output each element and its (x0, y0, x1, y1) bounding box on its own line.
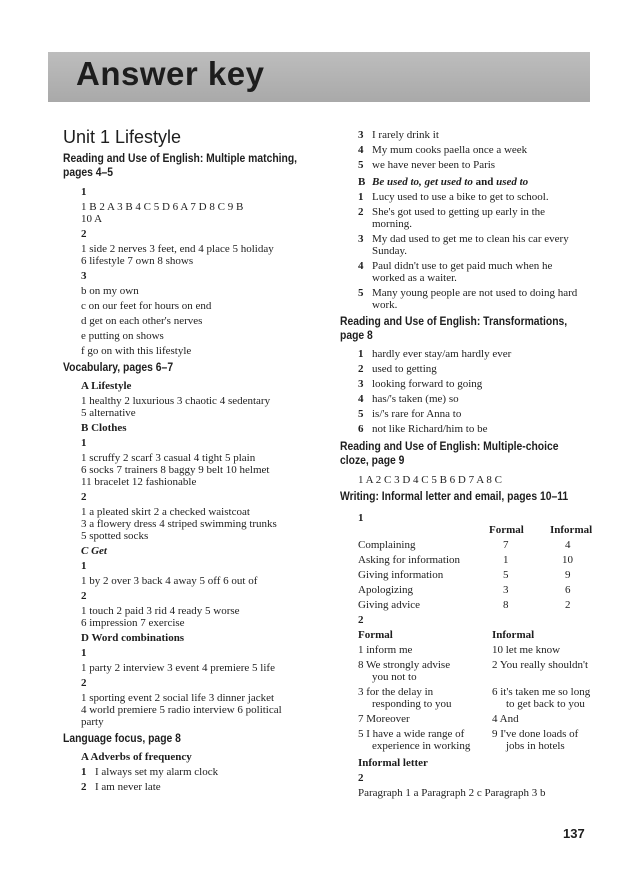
item-number: 1 (358, 191, 364, 203)
item-number: 1 (358, 348, 364, 360)
formal-phrase: 8 We strongly advise (358, 659, 451, 671)
answer-line: c on our feet for hours on end (81, 300, 212, 312)
table-cell-formal: 3 (503, 584, 509, 596)
answer-line: 1 touch 2 paid 3 rid 4 ready 5 worse (81, 605, 240, 617)
section-heading: Reading and Use of English: Transformations, (340, 316, 568, 328)
item-text: I always set my alarm clock (95, 766, 219, 778)
table-header-formal: Formal (489, 524, 524, 536)
formal-phrase-continued: experience in working (372, 740, 471, 752)
list-item (358, 260, 552, 272)
item-text: not like Richard/him to be (372, 423, 488, 435)
informal-phrase: 2 You really shouldn't (492, 659, 589, 671)
informal-heading: Informal (492, 629, 535, 641)
exercise-number: 2 (81, 228, 87, 240)
exercise-number: 2 (81, 491, 87, 503)
table-row-label: Giving advice (358, 599, 421, 611)
exercise-number: 2 (358, 614, 364, 626)
formal-phrase-continued: responding to you (372, 698, 452, 710)
subsection-part: used to (496, 176, 529, 188)
answer-line: e putting on shows (81, 330, 164, 342)
formal-phrase-continued: you not to (372, 671, 417, 683)
answer-line: 1 a pleated skirt 2 a checked waistcoat (81, 506, 250, 518)
table-row-label: Complaining (358, 539, 416, 551)
list-item (81, 781, 161, 793)
item-number: 2 (358, 206, 364, 218)
subsection-heading: D Word combinations (81, 632, 185, 644)
item-text-continued: Sunday. (372, 245, 408, 257)
item-number: 5 (358, 408, 364, 420)
list-item (358, 129, 439, 141)
item-number: 5 (358, 159, 364, 171)
answer-line: 3 a flowery dress 4 striped swimming trunks (81, 518, 277, 530)
item-number: 4 (358, 393, 364, 405)
formal-phrase: 3 for the delay in (358, 686, 434, 698)
table-cell-formal: 8 (503, 599, 509, 611)
item-text: looking forward to going (372, 378, 483, 390)
answer-line: 4 world premiere 5 radio interview 6 political (81, 704, 282, 716)
item-text: Paul didn't use to get paid much when he (372, 260, 553, 272)
exercise-number: 2 (81, 590, 87, 602)
item-number: 5 (358, 287, 364, 299)
table-row-label: Giving information (358, 569, 444, 581)
item-text: is/'s rare for Anna to (372, 408, 462, 420)
subsection-heading: A Lifestyle (81, 380, 132, 392)
list-item (358, 378, 482, 390)
subsection-part: Be used to, (372, 176, 422, 188)
exercise-number: 2 (81, 677, 87, 689)
table-cell-informal: 10 (562, 554, 573, 566)
answer-line: 1 party 2 interview 3 event 4 premiere 5 life (81, 662, 275, 674)
exercise-number: 1 (81, 186, 87, 198)
item-text: hardly ever stay/am hardly ever (372, 348, 512, 360)
table-row-label: Apologizing (358, 584, 413, 596)
item-text: used to getting (372, 363, 437, 375)
answer-line: 1 side 2 nerves 3 feet, end 4 place 5 holiday (81, 243, 274, 255)
formal-phrase: 1 inform me (358, 644, 413, 656)
informal-phrase-continued: to get back to you (506, 698, 585, 710)
item-number: 1 (81, 766, 87, 778)
list-item (358, 423, 487, 435)
answer-line: 6 lifestyle 7 own 8 shows (81, 255, 194, 267)
list-item (358, 206, 545, 218)
subsection-heading (358, 176, 528, 188)
item-number: 6 (358, 423, 364, 435)
item-number: 2 (358, 363, 364, 375)
formal-heading: Formal (358, 629, 393, 641)
answer-line: 1 scruffy 2 scarf 3 casual 4 tight 5 plain (81, 452, 256, 464)
section-heading: Writing: Informal letter and email, pages 10–11 (340, 491, 569, 503)
table-cell-informal: 9 (565, 569, 571, 581)
subsection-part: get used to (424, 176, 473, 188)
list-item (358, 144, 527, 156)
answer-line: f go on with this lifestyle (81, 345, 192, 357)
section-heading: cloze, page 9 (340, 455, 405, 467)
table-cell-informal: 2 (565, 599, 571, 611)
answer-line: 11 bracelet 12 fashionable (81, 476, 197, 488)
table-cell-formal: 7 (503, 539, 509, 551)
answer-line: 6 impression 7 exercise (81, 617, 185, 629)
answer-line: 6 socks 7 trainers 8 baggy 9 belt 10 helmet (81, 464, 270, 476)
item-text-continued: work. (372, 299, 398, 311)
answer-line: 1 B 2 A 3 B 4 C 5 D 6 A 7 D 8 C 9 B (81, 201, 244, 213)
section-heading: Language focus, page 8 (63, 733, 181, 745)
list-item (81, 766, 218, 778)
answer-line: 5 spotted socks (81, 530, 149, 542)
item-text-continued: morning. (372, 218, 413, 230)
answer-line: party (81, 716, 104, 728)
item-text: I am never late (95, 781, 161, 793)
informal-phrase-continued: jobs in hotels (506, 740, 565, 752)
subsection-part: and (475, 176, 494, 188)
answer-line: 1 A 2 C 3 D 4 C 5 B 6 D 7 A 8 C (358, 474, 502, 486)
exercise-number: 2 (358, 772, 364, 784)
section-heading: Reading and Use of English: Multiple-choice (340, 441, 559, 453)
subsection-heading: Informal letter (358, 757, 428, 769)
item-text: My dad used to get me to clean his car every (372, 233, 569, 245)
list-item (358, 233, 569, 245)
section-heading: Reading and Use of English: Multiple matching, (63, 153, 298, 165)
informal-phrase: 9 I've done loads of (492, 728, 579, 740)
item-text: She's got used to getting up early in the (372, 206, 546, 218)
informal-phrase: 6 it's taken me so long (492, 686, 591, 698)
answer-line: 1 healthy 2 luxurious 3 chaotic 4 sedentary (81, 395, 271, 407)
table-cell-formal: 5 (503, 569, 509, 581)
answer-line: 10 A (81, 213, 103, 225)
table-header-informal: Informal (550, 524, 593, 536)
item-text: Lucy used to use a bike to get to school. (372, 191, 549, 203)
item-text: Many young people are not used to doing hard (372, 287, 578, 299)
answer-line: Paragraph 1 a Paragraph 2 c Paragraph 3 b (358, 787, 546, 799)
item-text: we have never been to Paris (372, 159, 496, 171)
list-item (358, 363, 437, 375)
list-item (358, 393, 459, 405)
answer-line: d get on each other's nerves (81, 315, 203, 327)
list-item (358, 287, 577, 299)
page-number: 137 (563, 826, 585, 841)
answer-line: b on my own (81, 285, 139, 297)
table-cell-formal: 1 (503, 554, 509, 566)
informal-phrase: 10 let me know (492, 644, 561, 656)
answer-line: 1 sporting event 2 social life 3 dinner jacket (81, 692, 275, 704)
exercise-number: 1 (81, 647, 87, 659)
section-heading: page 8 (340, 330, 373, 342)
section-heading: Vocabulary, pages 6–7 (63, 362, 174, 374)
item-number: 2 (81, 781, 87, 793)
informal-phrase: 4 And (492, 713, 519, 725)
item-number: 3 (358, 233, 364, 245)
item-text: has/'s taken (me) so (372, 393, 459, 405)
answer-line: 5 alternative (81, 407, 136, 419)
exercise-number: 3 (81, 270, 87, 282)
item-text-continued: worked as a waiter. (372, 272, 457, 284)
page-title: Answer key (76, 55, 265, 92)
exercise-number: 1 (81, 437, 87, 449)
section-heading: pages 4–5 (63, 167, 114, 179)
item-text: My mum cooks paella once a week (372, 144, 528, 156)
item-text: I rarely drink it (372, 129, 439, 141)
subsection-heading: C Get (81, 545, 107, 557)
table-cell-informal: 4 (565, 539, 571, 551)
subsection-heading: B Clothes (81, 422, 127, 434)
list-item (358, 348, 511, 360)
item-number: 3 (358, 129, 364, 141)
table-cell-informal: 6 (565, 584, 571, 596)
subsection-letter: B (358, 176, 366, 188)
list-item (358, 408, 461, 420)
unit-title: Unit 1 Lifestyle (63, 127, 182, 147)
formal-phrase: 5 I have a wide range of (358, 728, 465, 740)
item-number: 3 (358, 378, 364, 390)
answer-line: 1 by 2 over 3 back 4 away 5 off 6 out of (81, 575, 258, 587)
list-item (358, 191, 549, 203)
exercise-number: 1 (358, 512, 364, 524)
list-item (358, 159, 495, 171)
item-number: 4 (358, 260, 364, 272)
table-row-label: Asking for information (358, 554, 461, 566)
formal-phrase: 7 Moreover (358, 713, 410, 725)
subsection-heading: A Adverbs of frequency (81, 751, 192, 763)
item-number: 4 (358, 144, 364, 156)
exercise-number: 1 (81, 560, 87, 572)
